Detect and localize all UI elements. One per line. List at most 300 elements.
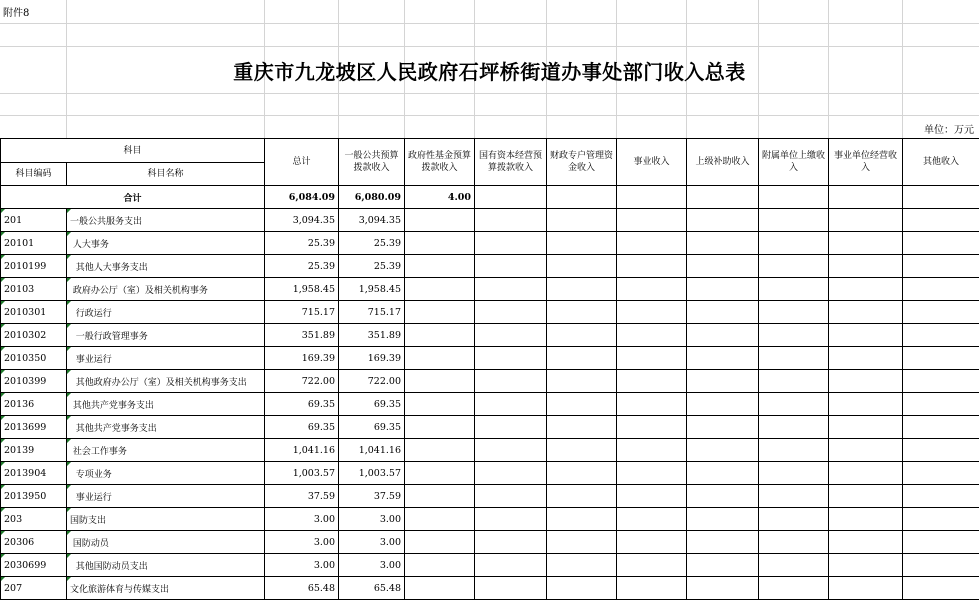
table-row <box>1 255 979 278</box>
table-row <box>1 416 979 439</box>
amount-cell <box>687 531 759 554</box>
subject-name-cell <box>67 255 265 278</box>
subject-name-cell <box>67 232 265 255</box>
amount-cell: 1,958.45 <box>339 278 405 301</box>
amount-cell <box>903 531 979 554</box>
amount-cell: 3,094.35 <box>339 209 405 232</box>
amount-cell <box>405 278 475 301</box>
subject-name: 其他政府办公厅（室）及相关机构事务支出 <box>75 377 247 388</box>
amount-cell: 69.35 <box>339 416 405 439</box>
subject-name: 人大事务 <box>72 239 109 250</box>
amount-cell <box>547 416 617 439</box>
amount-cell <box>903 554 979 577</box>
subject-name-cell <box>67 209 265 232</box>
amount-cell <box>547 508 617 531</box>
amount-cell <box>829 278 903 301</box>
amount-cell <box>759 370 829 393</box>
amount-cell <box>405 393 475 416</box>
cell-comment-marker <box>1 278 5 282</box>
subject-name-cell <box>67 462 265 485</box>
subject-name: 事业运行 <box>75 492 112 503</box>
amount-cell <box>687 278 759 301</box>
subject-code-cell <box>1 554 67 577</box>
total-value <box>829 186 903 209</box>
cell-comment-marker <box>1 554 5 558</box>
subject-code-cell <box>1 485 67 508</box>
amount-cell <box>475 531 547 554</box>
subject-name: 其他国防动员支出 <box>75 561 148 572</box>
subject-name-cell <box>67 577 265 600</box>
amount-cell: 69.35 <box>339 393 405 416</box>
subject-name: 国防动员 <box>72 538 109 549</box>
amount-cell <box>475 554 547 577</box>
header-col-gov-fund: 政府性基金预算拨款收入 <box>405 139 475 186</box>
amount-cell: 37.59 <box>339 485 405 508</box>
amount-cell: 25.39 <box>265 232 339 255</box>
amount-cell <box>475 232 547 255</box>
amount-cell <box>547 324 617 347</box>
amount-cell <box>903 577 979 600</box>
amount-cell <box>903 462 979 485</box>
amount-cell <box>475 324 547 347</box>
amount-cell <box>759 347 829 370</box>
amount-cell <box>903 439 979 462</box>
subject-name-cell <box>67 416 265 439</box>
table-row <box>1 370 979 393</box>
amount-cell: 722.00 <box>339 370 405 393</box>
amount-cell <box>903 508 979 531</box>
amount-cell <box>547 232 617 255</box>
amount-cell <box>829 554 903 577</box>
cell-comment-marker <box>67 278 71 282</box>
amount-cell <box>903 393 979 416</box>
table-row <box>1 324 979 347</box>
amount-cell: 3.00 <box>265 531 339 554</box>
amount-cell: 3.00 <box>265 554 339 577</box>
total-value <box>475 186 547 209</box>
total-value: 6,080.09 <box>339 186 405 209</box>
amount-cell: 65.48 <box>265 577 339 600</box>
total-value <box>617 186 687 209</box>
table-row <box>1 209 979 232</box>
subject-code-cell <box>1 255 67 278</box>
amount-cell <box>617 508 687 531</box>
amount-cell <box>687 577 759 600</box>
amount-cell <box>405 508 475 531</box>
amount-cell <box>617 278 687 301</box>
header-col-state-capital: 国有资本经营预算拨款收入 <box>475 139 547 186</box>
amount-cell <box>903 485 979 508</box>
amount-cell <box>759 393 829 416</box>
amount-cell <box>405 232 475 255</box>
cell-comment-marker <box>1 439 5 443</box>
subject-code: 20306 <box>4 536 35 548</box>
amount-cell: 169.39 <box>339 347 405 370</box>
amount-cell <box>617 209 687 232</box>
amount-cell <box>617 255 687 278</box>
amount-cell: 3.00 <box>339 554 405 577</box>
amount-cell <box>547 209 617 232</box>
amount-cell <box>547 485 617 508</box>
cell-comment-marker <box>67 439 71 443</box>
cell-comment-marker <box>67 370 71 374</box>
cell-comment-marker <box>1 577 5 581</box>
amount-cell <box>617 324 687 347</box>
amount-cell <box>475 462 547 485</box>
amount-cell <box>687 324 759 347</box>
amount-cell <box>617 439 687 462</box>
amount-cell <box>829 393 903 416</box>
amount-cell <box>547 393 617 416</box>
amount-cell: 1,003.57 <box>339 462 405 485</box>
amount-cell: 37.59 <box>265 485 339 508</box>
amount-cell: 351.89 <box>339 324 405 347</box>
amount-cell <box>759 462 829 485</box>
cell-comment-marker <box>1 416 5 420</box>
amount-cell <box>405 485 475 508</box>
amount-cell <box>829 301 903 324</box>
amount-cell <box>759 485 829 508</box>
header-col-general-budget: 一般公共预算拨款收入 <box>339 139 405 186</box>
subject-name-cell <box>67 324 265 347</box>
subject-name: 社会工作事务 <box>72 446 127 457</box>
subject-code: 20139 <box>4 444 35 456</box>
cell-comment-marker <box>1 393 5 397</box>
amount-cell <box>405 324 475 347</box>
amount-cell <box>903 301 979 324</box>
amount-cell: 1,003.57 <box>265 462 339 485</box>
amount-cell <box>829 416 903 439</box>
subject-code-cell <box>1 347 67 370</box>
subject-name: 其他共产党事务支出 <box>72 400 154 411</box>
table-row <box>1 347 979 370</box>
amount-cell <box>617 232 687 255</box>
header-name: 科目名称 <box>67 163 265 186</box>
subject-name-cell <box>67 531 265 554</box>
cell-comment-marker <box>67 508 71 512</box>
amount-cell <box>829 577 903 600</box>
subject-name-cell <box>67 439 265 462</box>
subject-code: 20101 <box>4 237 35 249</box>
header-col-special-account: 财政专户管理资金收入 <box>547 139 617 186</box>
amount-cell: 1,041.16 <box>339 439 405 462</box>
subject-name: 专项业务 <box>75 469 112 480</box>
amount-cell <box>547 462 617 485</box>
amount-cell <box>903 324 979 347</box>
cell-comment-marker <box>67 554 71 558</box>
amount-cell: 1,041.16 <box>265 439 339 462</box>
amount-cell <box>903 370 979 393</box>
header-col-total: 总计 <box>265 139 339 186</box>
subject-name: 其他共产党事务支出 <box>75 423 157 434</box>
amount-cell <box>617 347 687 370</box>
page-title: 重庆市九龙坡区人民政府石坪桥街道办事处部门收入总表 <box>233 60 746 84</box>
amount-cell <box>687 232 759 255</box>
subject-name-cell <box>67 393 265 416</box>
amount-cell <box>903 209 979 232</box>
amount-cell: 69.35 <box>265 416 339 439</box>
cell-comment-marker <box>1 485 5 489</box>
unit-label: 单位：万元 <box>924 125 974 136</box>
amount-cell <box>829 508 903 531</box>
table-row <box>1 462 979 485</box>
amount-cell <box>829 324 903 347</box>
subject-code: 201 <box>4 214 23 226</box>
cell-comment-marker <box>67 301 71 305</box>
amount-cell <box>475 347 547 370</box>
subject-code-cell <box>1 393 67 416</box>
amount-cell <box>829 370 903 393</box>
amount-cell <box>475 393 547 416</box>
subject-code: 2010301 <box>4 306 47 318</box>
table-row <box>1 508 979 531</box>
amount-cell <box>829 232 903 255</box>
amount-cell <box>475 255 547 278</box>
cell-comment-marker <box>67 232 71 236</box>
amount-cell <box>687 347 759 370</box>
table-row <box>1 531 979 554</box>
total-value: 6,084.09 <box>265 186 339 209</box>
table-row <box>1 439 979 462</box>
amount-cell <box>475 577 547 600</box>
table-row <box>1 301 979 324</box>
subject-name-cell <box>67 554 265 577</box>
subject-code-cell <box>1 577 67 600</box>
cell-comment-marker <box>67 209 71 213</box>
amount-cell <box>617 393 687 416</box>
header-code: 科目编码 <box>1 163 67 186</box>
subject-code: 2010350 <box>4 352 47 364</box>
amount-cell <box>405 301 475 324</box>
amount-cell <box>903 416 979 439</box>
amount-cell <box>547 255 617 278</box>
amount-cell <box>829 347 903 370</box>
cell-comment-marker <box>1 232 5 236</box>
amount-cell <box>617 301 687 324</box>
header-row-1 <box>1 139 979 163</box>
table-body <box>1 186 979 600</box>
amount-cell <box>903 255 979 278</box>
amount-cell <box>759 577 829 600</box>
amount-cell <box>687 393 759 416</box>
subject-code-cell <box>1 439 67 462</box>
amount-cell <box>687 508 759 531</box>
subject-name-cell <box>67 347 265 370</box>
cell-comment-marker <box>1 347 5 351</box>
amount-cell <box>617 370 687 393</box>
subject-code-cell <box>1 508 67 531</box>
header-col-operating-income: 事业单位经营收入 <box>829 139 903 186</box>
amount-cell <box>829 462 903 485</box>
amount-cell <box>547 370 617 393</box>
subject-code-cell <box>1 416 67 439</box>
header-col-superior-subsidy: 上级补助收入 <box>687 139 759 186</box>
subject-code-cell <box>1 370 67 393</box>
cell-comment-marker <box>67 485 71 489</box>
table-row <box>1 577 979 600</box>
header-subject: 科目 <box>1 139 265 163</box>
subject-code: 2030699 <box>4 559 47 571</box>
amount-cell <box>547 301 617 324</box>
subject-name: 政府办公厅（室）及相关机构事务 <box>72 285 208 296</box>
subject-code: 207 <box>4 582 23 594</box>
amount-cell <box>475 485 547 508</box>
subject-name: 文化旅游体育与传媒支出 <box>70 584 170 595</box>
subject-code-cell <box>1 209 67 232</box>
amount-cell <box>475 508 547 531</box>
table-row <box>1 278 979 301</box>
amount-cell <box>475 439 547 462</box>
cell-comment-marker <box>1 462 5 466</box>
amount-cell <box>687 255 759 278</box>
cell-comment-marker <box>1 370 5 374</box>
subject-code: 2010399 <box>4 375 47 387</box>
amount-cell: 1,958.45 <box>265 278 339 301</box>
amount-cell <box>759 278 829 301</box>
amount-cell <box>759 232 829 255</box>
subject-name: 一般行政管理事务 <box>75 331 148 342</box>
amount-cell <box>475 370 547 393</box>
amount-cell <box>617 531 687 554</box>
cell-comment-marker <box>67 416 71 420</box>
amount-cell <box>759 209 829 232</box>
amount-cell <box>475 209 547 232</box>
subject-name: 其他人大事务支出 <box>75 262 148 273</box>
amount-cell <box>617 577 687 600</box>
subject-name-cell <box>67 370 265 393</box>
header-col-affiliated-payment: 附属单位上缴收入 <box>759 139 829 186</box>
amount-cell <box>903 347 979 370</box>
cell-comment-marker <box>1 301 5 305</box>
subject-name-cell <box>67 485 265 508</box>
cell-comment-marker <box>1 209 5 213</box>
amount-cell <box>687 301 759 324</box>
amount-cell: 715.17 <box>265 301 339 324</box>
total-value <box>687 186 759 209</box>
cell-comment-marker <box>67 347 71 351</box>
amount-cell <box>475 416 547 439</box>
amount-cell <box>687 416 759 439</box>
amount-cell <box>547 439 617 462</box>
cell-comment-marker <box>1 531 5 535</box>
amount-cell <box>405 347 475 370</box>
subject-name-cell <box>67 301 265 324</box>
amount-cell <box>759 531 829 554</box>
total-value <box>547 186 617 209</box>
amount-cell: 69.35 <box>265 393 339 416</box>
cell-comment-marker <box>67 393 71 397</box>
amount-cell <box>829 255 903 278</box>
amount-cell: 169.39 <box>265 347 339 370</box>
amount-cell <box>687 462 759 485</box>
header-col-other-income: 其他收入 <box>903 139 979 186</box>
amount-cell <box>903 278 979 301</box>
amount-cell <box>617 554 687 577</box>
table-row <box>1 232 979 255</box>
amount-cell <box>405 209 475 232</box>
amount-cell <box>759 554 829 577</box>
amount-cell <box>903 232 979 255</box>
amount-cell <box>759 439 829 462</box>
cell-comment-marker <box>1 508 5 512</box>
total-value <box>759 186 829 209</box>
amount-cell <box>547 531 617 554</box>
total-value: 4.00 <box>405 186 475 209</box>
subject-code-cell <box>1 531 67 554</box>
cell-comment-marker <box>67 324 71 328</box>
cell-comment-marker <box>67 577 71 581</box>
amount-cell <box>759 301 829 324</box>
amount-cell <box>617 416 687 439</box>
amount-cell <box>687 439 759 462</box>
amount-cell <box>475 278 547 301</box>
cell-comment-marker <box>67 255 71 259</box>
amount-cell <box>829 485 903 508</box>
subject-name: 国防支出 <box>70 515 107 526</box>
total-row <box>1 186 979 209</box>
table-row <box>1 393 979 416</box>
subject-code: 203 <box>4 513 23 525</box>
amount-cell <box>759 255 829 278</box>
subject-code: 20136 <box>4 398 35 410</box>
amount-cell <box>687 485 759 508</box>
table-row <box>1 485 979 508</box>
amount-cell <box>829 531 903 554</box>
amount-cell <box>687 554 759 577</box>
cell-comment-marker <box>67 531 71 535</box>
amount-cell <box>759 508 829 531</box>
amount-cell <box>405 577 475 600</box>
cell-comment-marker <box>1 324 5 328</box>
amount-cell <box>687 209 759 232</box>
subject-code: 2010302 <box>4 329 47 341</box>
amount-cell <box>405 416 475 439</box>
cell-comment-marker <box>67 462 71 466</box>
subject-code: 2010199 <box>4 260 47 272</box>
amount-cell <box>687 370 759 393</box>
amount-cell <box>617 485 687 508</box>
amount-cell <box>405 462 475 485</box>
subject-code: 20103 <box>4 283 35 295</box>
total-label: 合计 <box>1 186 265 209</box>
amount-cell: 722.00 <box>265 370 339 393</box>
subject-code: 2013950 <box>4 490 47 502</box>
subject-code-cell <box>1 278 67 301</box>
amount-cell <box>759 416 829 439</box>
subject-code-cell <box>1 301 67 324</box>
amount-cell: 3,094.35 <box>265 209 339 232</box>
amount-cell <box>617 462 687 485</box>
subject-code-cell <box>1 324 67 347</box>
amount-cell <box>829 439 903 462</box>
subject-code-cell <box>1 232 67 255</box>
subject-name-cell <box>67 508 265 531</box>
amount-cell: 25.39 <box>339 255 405 278</box>
amount-cell <box>405 554 475 577</box>
amount-cell <box>547 554 617 577</box>
total-value <box>903 186 979 209</box>
amount-cell: 351.89 <box>265 324 339 347</box>
amount-cell: 3.00 <box>339 531 405 554</box>
header-col-business-income: 事业收入 <box>617 139 687 186</box>
amount-cell <box>547 278 617 301</box>
amount-cell <box>475 301 547 324</box>
amount-cell: 715.17 <box>339 301 405 324</box>
amount-cell <box>405 439 475 462</box>
subject-code-cell <box>1 462 67 485</box>
amount-cell: 3.00 <box>339 508 405 531</box>
attachment-label: 附件8 <box>3 8 30 19</box>
